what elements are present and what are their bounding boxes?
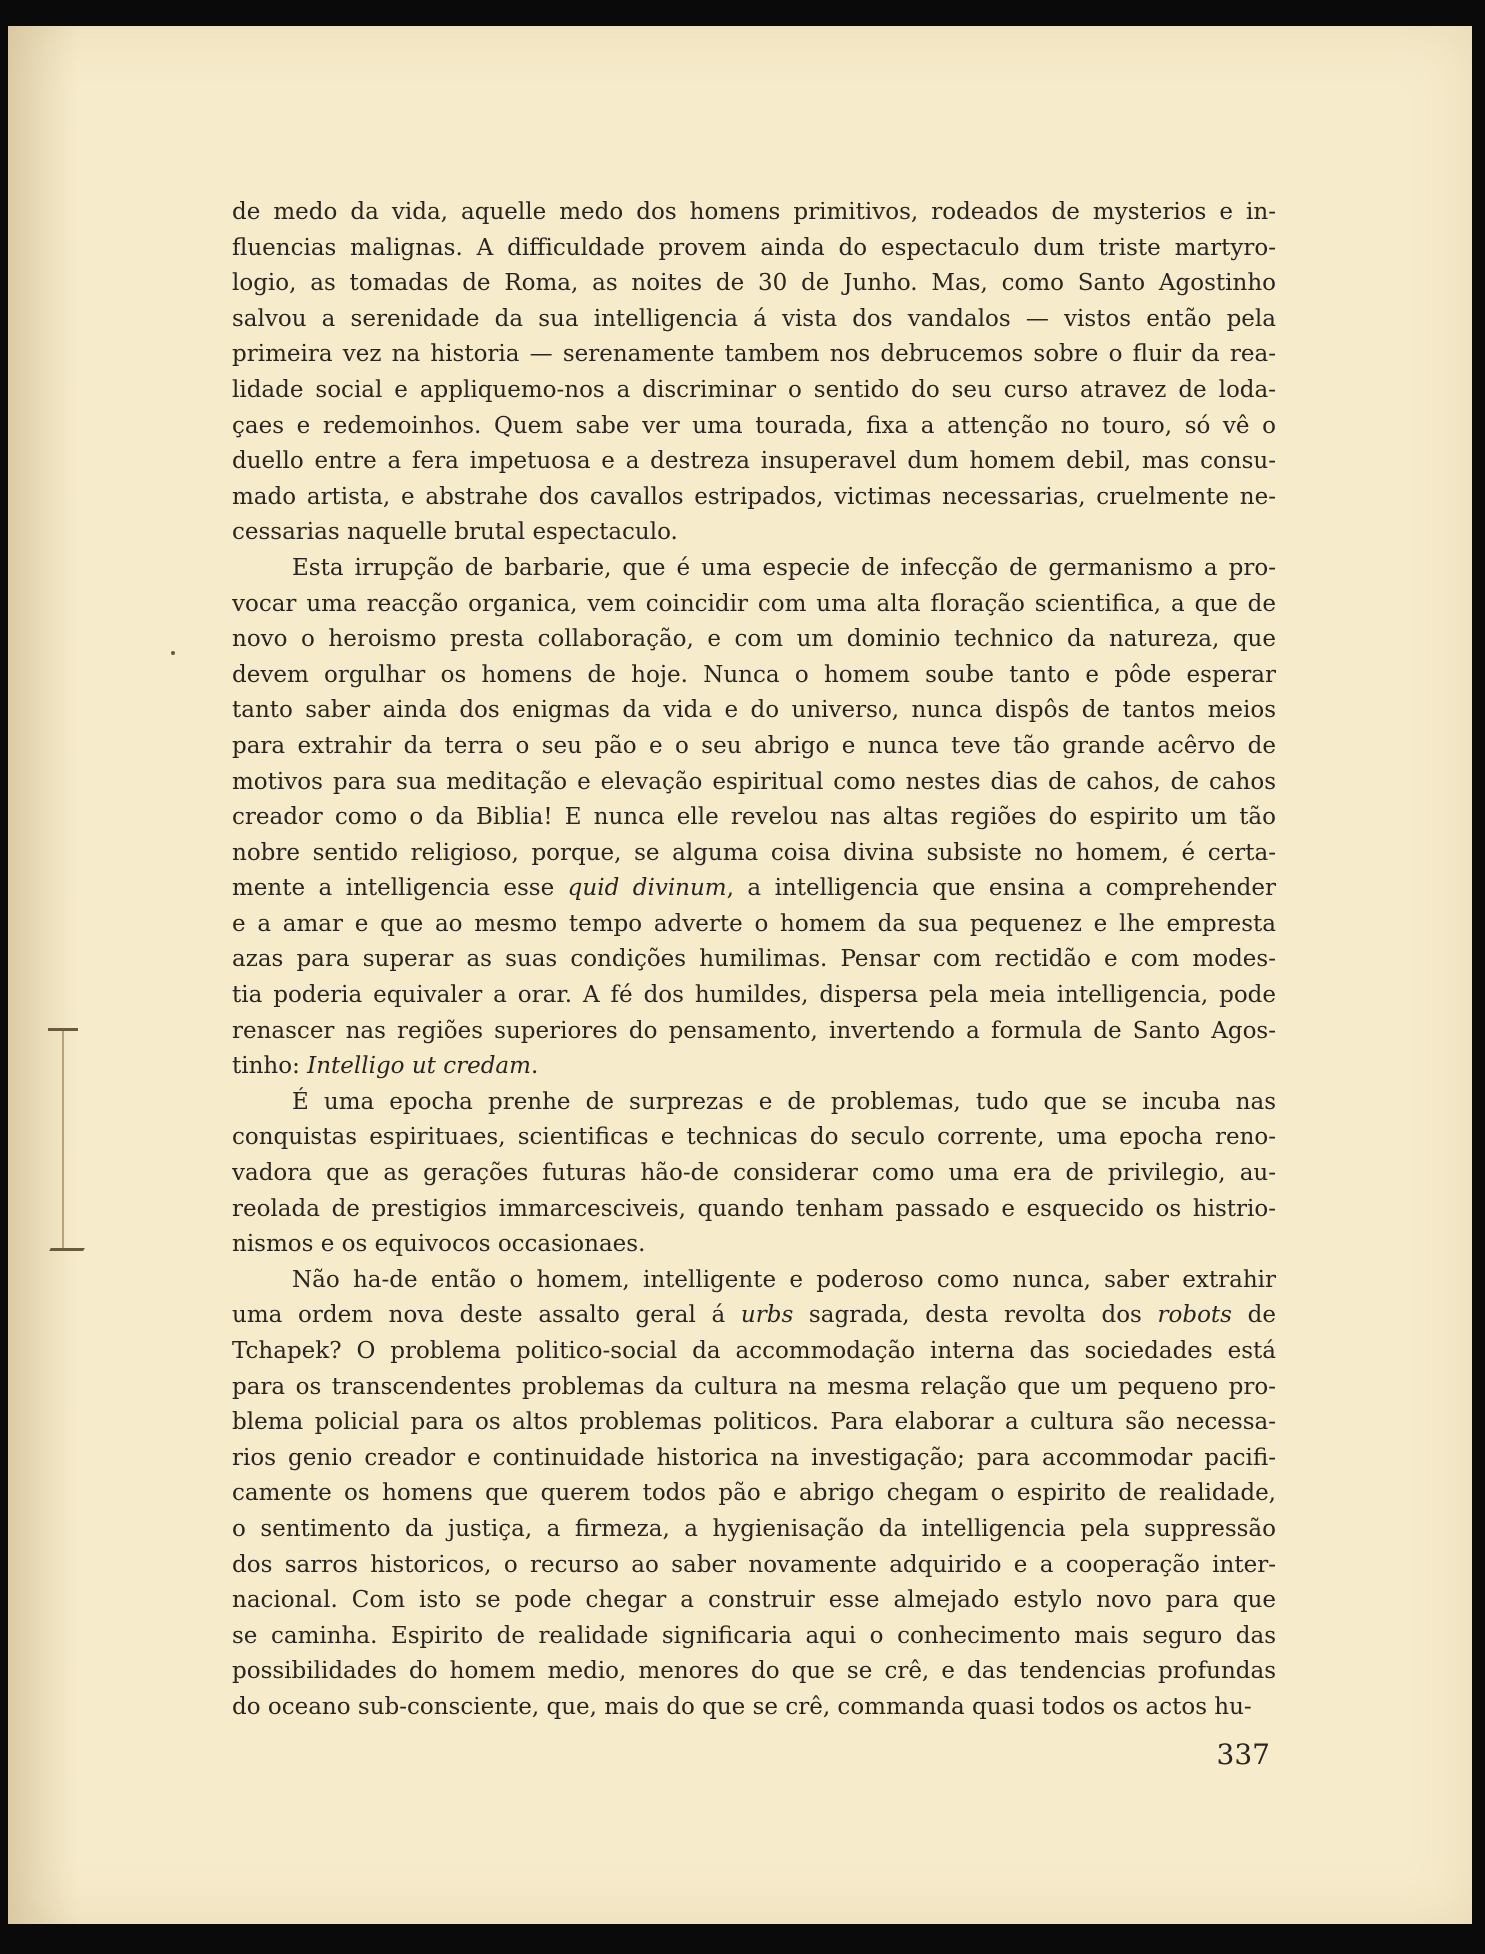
text-line: azas para superar as suas condições humilimas. Pensar com rectidão e com modes- [232,946,1276,973]
gutter-shade [8,26,78,1924]
text-line: para os transcendentes problemas da cultura na mesma relação que um pequeno pro- [232,1373,1276,1400]
text-line: nobre sentido religioso, porque, se alguma coisa divina subsiste no homem, é certa- [232,839,1276,866]
text-line: vocar uma reacção organica, vem coincidir com uma alta floração scientifica, a que de [232,590,1276,617]
text-line: tinho: Intelligo ut credam. [232,1053,539,1080]
paragraph [232,1263,1276,1726]
text-line: primeira vez na historia — serenamente tambem nos debrucemos sobre o fluir da rea- [232,341,1276,368]
text-line: reolada de prestigios immarcesciveis, quando tenham passado e esquecido os histrio- [232,1195,1276,1222]
text-line: mente a intelligencia esse quid divinum, a intelligencia que ensina a comprehender [232,875,1276,902]
text-line: nacional. Com isto se pode chegar a construir esse almejado estylo novo para que [232,1587,1276,1614]
text-line: de medo da vida, aquelle medo dos homens primitivos, rodeados de mysterios e in- [232,199,1276,225]
text-line: para extrahir da terra o seu pão e o seu abrigo e nunca teve tão grande acêrvo de [232,732,1276,759]
text-line: e a amar e que ao mesmo tempo adverte o homem da sua pequenez e lhe empresta [232,910,1276,937]
text-line: vadora que as gerações futuras hão-de considerar como uma era de privilegio, au- [232,1160,1276,1187]
text-line: blema policial para os altos problemas politicos. Para elaborar a cultura são necessa- [232,1409,1276,1436]
paragraph [232,551,1276,1085]
text-line: çaes e redemoinhos. Quem sabe ver uma tourada, fixa a attenção no touro, só vê o [232,412,1276,439]
text-line: uma ordem nova deste assalto geral á urbs sagrada, desta revolta dos robots de [232,1302,1276,1329]
text-line: camente os homens que querem todos pão e abrigo chegam o espirito de realidade, [232,1480,1276,1507]
text-line: conquistas espirituaes, scientificas e technicas do seculo corrente, uma epocha reno- [232,1124,1276,1151]
text-line: tia poderia equivaler a orar. A fé dos humildes, dispersa pela meia intelligencia, pode [232,982,1276,1009]
text-line: Tchapek? O problema politico-social da accommodação interna das sociedades está [232,1338,1276,1364]
page-number: 337 [1216,1738,1270,1771]
paragraph [232,195,1276,551]
binding-mark-bottom [49,1248,85,1251]
text-line: logio, as tomadas de Roma, as noites de 30 de Junho. Mas, como Santo Agostinho [232,270,1276,297]
text-line: rios genio creador e continuidade historica na investigação; para accommodar pacifi- [232,1444,1276,1471]
text-line: tanto saber ainda dos enigmas da vida e do universo, nunca dispôs de tantos meios [232,697,1276,724]
text-line: lidade social e appliquemo-nos a discriminar o sentido do seu curso atravez de loda- [232,376,1276,403]
text-line: fluencias malignas. A difficuldade provem ainda do espectaculo dum triste martyro- [232,234,1276,261]
text-line: dos sarros historicos, o recurso ao saber novamente adquirido e a cooperação inter- [232,1551,1276,1578]
ink-speck [171,651,175,655]
text-line: creador como o da Biblia! E nunca elle revelou nas altas regiões do espirito um tão [232,804,1276,831]
text-line: se caminha. Espirito de realidade significaria aqui o conhecimento mais seguro das [232,1622,1276,1649]
paragraph [232,1085,1276,1263]
text-line: novo o heroismo presta collaboração, e com um dominio technico da natureza, que [232,626,1276,653]
body-text [232,195,1276,1726]
text-line: É uma epocha prenhe de surprezas e de problemas, tudo que se incuba nas [292,1088,1276,1115]
binding-thread [62,1031,76,1251]
text-line: duello entre a fera impetuosa e a destreza insuperavel dum homem debil, mas consu- [232,448,1276,475]
text-line: cessarias naquelle brutal espectaculo. [232,519,678,546]
text-line: do oceano sub-consciente, que, mais do que se crê, commanda quasi todos os actos hu- [232,1693,1252,1720]
text-line: possibilidades do homem medio, menores do que se crê, e das tendencias profundas [232,1658,1276,1685]
text-line: devem orgulhar os homens de hoje. Nunca o homem soube tanto e pôde esperar [232,661,1276,688]
text-line: o sentimento da justiça, a firmeza, a hygienisação da intelligencia pela suppressão [232,1515,1276,1542]
text-line: motivos para sua meditação e elevação espiritual como nestes dias de cahos, de cahos [232,768,1276,795]
text-line: mado artista, e abstrahe dos cavallos estripados, victimas necessarias, cruelmente ne- [232,483,1276,510]
text-line: Esta irrupção de barbarie, que é uma especie de infecção de germanismo a pro- [292,554,1276,581]
text-line: renascer nas regiões superiores do pensamento, invertendo a formula de Santo Agos- [232,1017,1276,1044]
text-line: salvou a serenidade da sua intelligencia á vista dos vandalos — vistos então pela [232,305,1276,332]
text-line: nismos e os equivocos occasionaes. [232,1231,646,1258]
text-line: Não ha-de então o homem, intelligente e poderoso como nunca, saber extrahir [292,1266,1276,1293]
